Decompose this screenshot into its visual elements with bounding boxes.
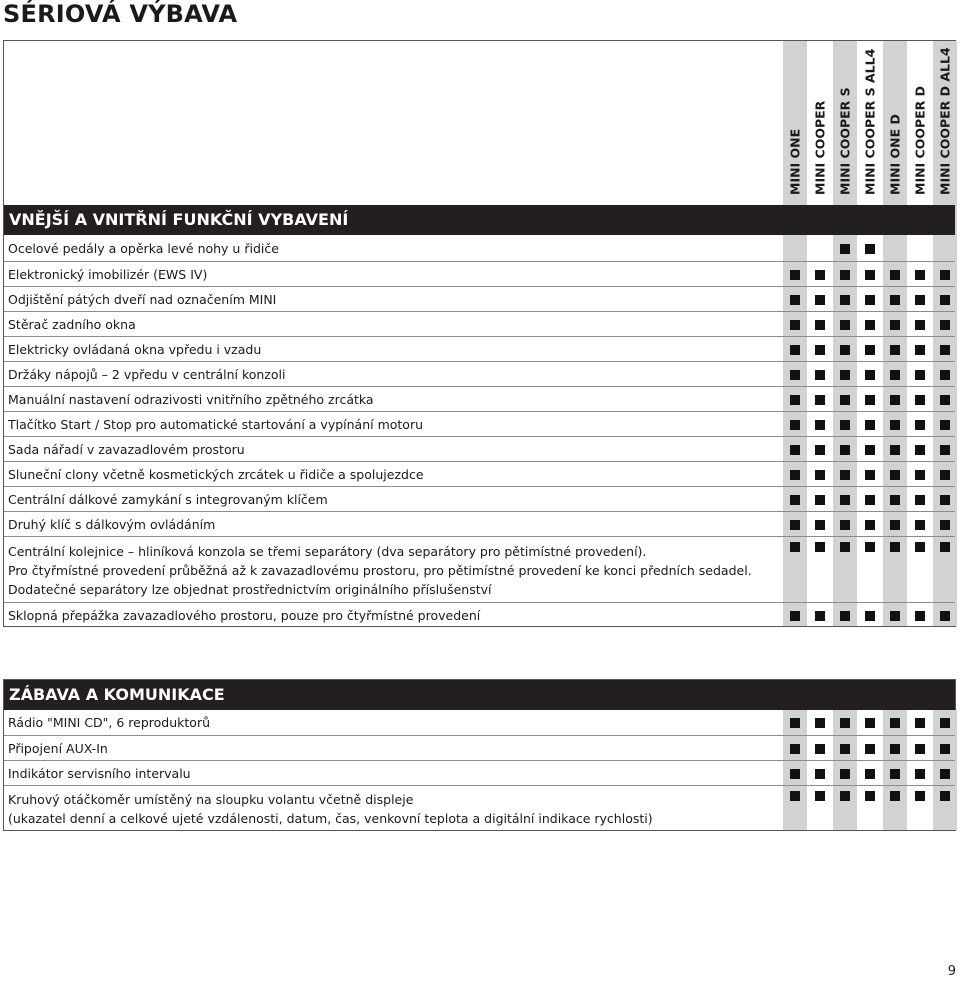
table-row: [4, 411, 955, 436]
standard-equipment-mark: [890, 295, 900, 305]
table-row: [4, 461, 955, 486]
standard-equipment-mark: [790, 611, 800, 621]
standard-equipment-mark: [790, 718, 800, 728]
model-header-label: MINI COOPER D ALL4: [937, 47, 953, 195]
standard-equipment-mark: [915, 495, 925, 505]
table-row: [4, 602, 955, 627]
standard-equipment-mark: [940, 718, 950, 728]
model-header-label: MINI COOPER S: [837, 87, 853, 195]
feature-label: Druhý klíč s dálkovým ovládáním: [8, 517, 216, 532]
standard-equipment-mark: [840, 542, 850, 552]
section-header: ZÁBAVA A KOMUNIKACE: [4, 680, 955, 710]
model-header-label: MINI COOPER: [812, 100, 828, 195]
feature-label: Rádio "MINI CD", 6 reproduktorů: [8, 715, 211, 730]
standard-equipment-mark: [915, 744, 925, 754]
standard-equipment-mark: [865, 244, 875, 254]
standard-equipment-mark: [865, 395, 875, 405]
standard-equipment-mark: [815, 445, 825, 455]
feature-label: Indikátor servisního intervalu: [8, 766, 191, 781]
standard-equipment-mark: [815, 769, 825, 779]
standard-equipment-mark: [840, 470, 850, 480]
standard-equipment-mark: [840, 395, 850, 405]
feature-label: Manuální nastavení odrazivosti vnitřního zpětného zrcátka: [8, 392, 374, 407]
standard-equipment-mark: [815, 520, 825, 530]
page-title: SÉRIOVÁ VÝBAVA: [3, 0, 238, 28]
standard-equipment-mark: [940, 345, 950, 355]
standard-equipment-mark: [790, 295, 800, 305]
standard-equipment-mark: [915, 445, 925, 455]
standard-equipment-mark: [790, 791, 800, 801]
standard-equipment-mark: [815, 420, 825, 430]
feature-label: Stěrač zadního okna: [8, 317, 136, 332]
standard-equipment-mark: [865, 295, 875, 305]
standard-equipment-mark: [790, 520, 800, 530]
feature-label: (ukazatel denní a celkové ujeté vzdálenosti, datum, čas, venkovní teplota a digitální indikace rychlosti): [8, 811, 653, 826]
standard-equipment-mark: [890, 370, 900, 380]
standard-equipment-mark: [815, 791, 825, 801]
standard-equipment-mark: [890, 791, 900, 801]
standard-equipment-mark: [815, 295, 825, 305]
standard-equipment-mark: [940, 791, 950, 801]
table-row: [4, 760, 955, 785]
standard-equipment-mark: [940, 320, 950, 330]
standard-equipment-mark: [890, 345, 900, 355]
standard-equipment-mark: [890, 320, 900, 330]
feature-label: Pro čtyřmístné provedení průběžná až k zavazadlovému prostoru, pro pětimístné provedení ke konci předních sedadel.: [8, 563, 752, 578]
standard-equipment-mark: [865, 611, 875, 621]
standard-equipment-mark: [815, 542, 825, 552]
section-header: VNĚJŠÍ A VNITŘNÍ FUNKČNÍ VYBAVENÍ: [4, 205, 955, 235]
standard-equipment-mark: [865, 791, 875, 801]
feature-label: Sada nářadí v zavazadlovém prostoru: [8, 442, 245, 457]
standard-equipment-mark: [840, 611, 850, 621]
standard-equipment-mark: [915, 320, 925, 330]
standard-equipment-mark: [865, 718, 875, 728]
model-header: [883, 45, 907, 195]
standard-equipment-mark: [815, 718, 825, 728]
standard-equipment-mark: [915, 420, 925, 430]
feature-label: Připojení AUX-In: [8, 741, 108, 756]
standard-equipment-mark: [915, 611, 925, 621]
feature-label: Elektricky ovládaná okna vpředu i vzadu: [8, 342, 262, 357]
standard-equipment-mark: [840, 295, 850, 305]
standard-equipment-mark: [940, 470, 950, 480]
table-row: [4, 261, 955, 286]
feature-label: Sklopná přepážka zavazadlového prostoru, pouze pro čtyřmístné provedení: [8, 608, 481, 623]
standard-equipment-mark: [790, 769, 800, 779]
standard-equipment-mark: [815, 270, 825, 280]
standard-equipment-mark: [915, 791, 925, 801]
standard-equipment-mark: [890, 495, 900, 505]
standard-equipment-mark: [815, 744, 825, 754]
standard-equipment-mark: [840, 718, 850, 728]
table-row: [4, 710, 955, 735]
standard-equipment-mark: [915, 370, 925, 380]
standard-equipment-mark: [790, 320, 800, 330]
table-row: [4, 511, 955, 536]
standard-equipment-mark: [865, 270, 875, 280]
standard-equipment-mark: [940, 295, 950, 305]
standard-equipment-mark: [890, 542, 900, 552]
standard-equipment-mark: [940, 611, 950, 621]
table-row: [4, 386, 955, 411]
standard-equipment-mark: [890, 744, 900, 754]
standard-equipment-mark: [940, 744, 950, 754]
standard-equipment-mark: [890, 769, 900, 779]
standard-equipment-mark: [940, 395, 950, 405]
standard-equipment-mark: [940, 445, 950, 455]
standard-equipment-mark: [790, 270, 800, 280]
standard-equipment-mark: [940, 495, 950, 505]
table-row: [4, 536, 955, 602]
standard-equipment-mark: [915, 470, 925, 480]
table-row: [4, 336, 955, 361]
standard-equipment-mark: [840, 495, 850, 505]
table-row: [4, 236, 955, 261]
model-header: [933, 45, 957, 195]
standard-equipment-mark: [865, 495, 875, 505]
standard-equipment-mark: [840, 244, 850, 254]
standard-equipment-mark: [890, 520, 900, 530]
standard-equipment-mark: [815, 345, 825, 355]
standard-equipment-mark: [890, 445, 900, 455]
standard-equipment-mark: [815, 320, 825, 330]
standard-equipment-mark: [840, 320, 850, 330]
standard-equipment-mark: [790, 542, 800, 552]
standard-equipment-mark: [840, 345, 850, 355]
standard-equipment-mark: [840, 420, 850, 430]
model-header: [808, 45, 832, 195]
standard-equipment-mark: [865, 744, 875, 754]
standard-equipment-mark: [790, 395, 800, 405]
standard-equipment-mark: [790, 370, 800, 380]
standard-equipment-mark: [890, 470, 900, 480]
standard-equipment-mark: [790, 345, 800, 355]
feature-label: Odjištění pátých dveří nad označením MINI: [8, 292, 277, 307]
standard-equipment-mark: [915, 345, 925, 355]
standard-equipment-mark: [865, 769, 875, 779]
feature-label: Sluneční clony včetně kosmetických zrcátek u řidiče a spolujezdce: [8, 467, 424, 482]
standard-equipment-mark: [815, 395, 825, 405]
standard-equipment-mark: [815, 611, 825, 621]
standard-equipment-mark: [940, 270, 950, 280]
table-row: [4, 735, 955, 760]
standard-equipment-mark: [840, 769, 850, 779]
standard-equipment-mark: [915, 395, 925, 405]
standard-equipment-mark: [840, 445, 850, 455]
model-header: [783, 45, 807, 195]
model-header: [833, 45, 857, 195]
feature-label: Kruhový otáčkoměr umístěný na sloupku volantu včetně displeje: [8, 792, 414, 807]
page-number: 9: [947, 964, 956, 979]
feature-label: Elektronický imobilizér (EWS IV): [8, 267, 208, 282]
table-row: [4, 311, 955, 336]
standard-equipment-mark: [865, 420, 875, 430]
feature-label: Tlačítko Start / Stop pro automatické startování a vypínání motoru: [8, 417, 424, 432]
standard-equipment-mark: [890, 395, 900, 405]
standard-equipment-mark: [940, 520, 950, 530]
feature-label: Centrální dálkové zamykání s integrovaným klíčem: [8, 492, 328, 507]
model-header-label: MINI ONE: [787, 128, 803, 195]
standard-equipment-mark: [790, 445, 800, 455]
standard-equipment-mark: [815, 470, 825, 480]
standard-equipment-mark: [790, 495, 800, 505]
standard-equipment-mark: [940, 769, 950, 779]
equipment-table-entertainment: [3, 679, 956, 831]
table-row: [4, 486, 955, 511]
standard-equipment-mark: [840, 520, 850, 530]
model-header-label: MINI ONE D: [887, 114, 903, 195]
standard-equipment-mark: [940, 420, 950, 430]
standard-equipment-mark: [865, 345, 875, 355]
feature-label: Dodatečné separátory lze objednat prostřednictvím originálního příslušenství: [8, 582, 492, 597]
model-header: [858, 45, 882, 195]
standard-equipment-mark: [840, 370, 850, 380]
standard-equipment-mark: [915, 520, 925, 530]
standard-equipment-mark: [865, 320, 875, 330]
standard-equipment-mark: [840, 744, 850, 754]
standard-equipment-mark: [865, 520, 875, 530]
standard-equipment-mark: [890, 718, 900, 728]
standard-equipment-mark: [915, 769, 925, 779]
table-row: [4, 286, 955, 311]
feature-label: Ocelové pedály a opěrka levé nohy u řidiče: [8, 241, 279, 256]
feature-label: Držáky nápojů – 2 vpředu v centrální konzoli: [8, 367, 286, 382]
standard-equipment-mark: [865, 470, 875, 480]
standard-equipment-mark: [890, 611, 900, 621]
standard-equipment-mark: [865, 370, 875, 380]
standard-equipment-mark: [915, 542, 925, 552]
standard-equipment-mark: [790, 420, 800, 430]
standard-equipment-mark: [890, 420, 900, 430]
standard-equipment-mark: [815, 495, 825, 505]
standard-equipment-mark: [940, 370, 950, 380]
standard-equipment-mark: [915, 718, 925, 728]
feature-label: Centrální kolejnice – hliníková konzola se třemi separátory (dva separátory pro pětimístné provedení).: [8, 544, 647, 559]
standard-equipment-mark: [815, 370, 825, 380]
standard-equipment-mark: [865, 542, 875, 552]
standard-equipment-mark: [790, 744, 800, 754]
standard-equipment-mark: [840, 270, 850, 280]
table-row: [4, 436, 955, 461]
table-row: [4, 785, 955, 831]
standard-equipment-mark: [915, 295, 925, 305]
standard-equipment-mark: [790, 470, 800, 480]
table-row: [4, 361, 955, 386]
standard-equipment-mark: [865, 445, 875, 455]
model-header-label: MINI COOPER D: [912, 85, 928, 195]
equipment-table-exterior-interior: [3, 40, 956, 627]
standard-equipment-mark: [915, 270, 925, 280]
standard-equipment-mark: [890, 270, 900, 280]
model-header: [908, 45, 932, 195]
model-header-label: MINI COOPER S ALL4: [862, 48, 878, 195]
standard-equipment-mark: [940, 542, 950, 552]
standard-equipment-mark: [840, 791, 850, 801]
